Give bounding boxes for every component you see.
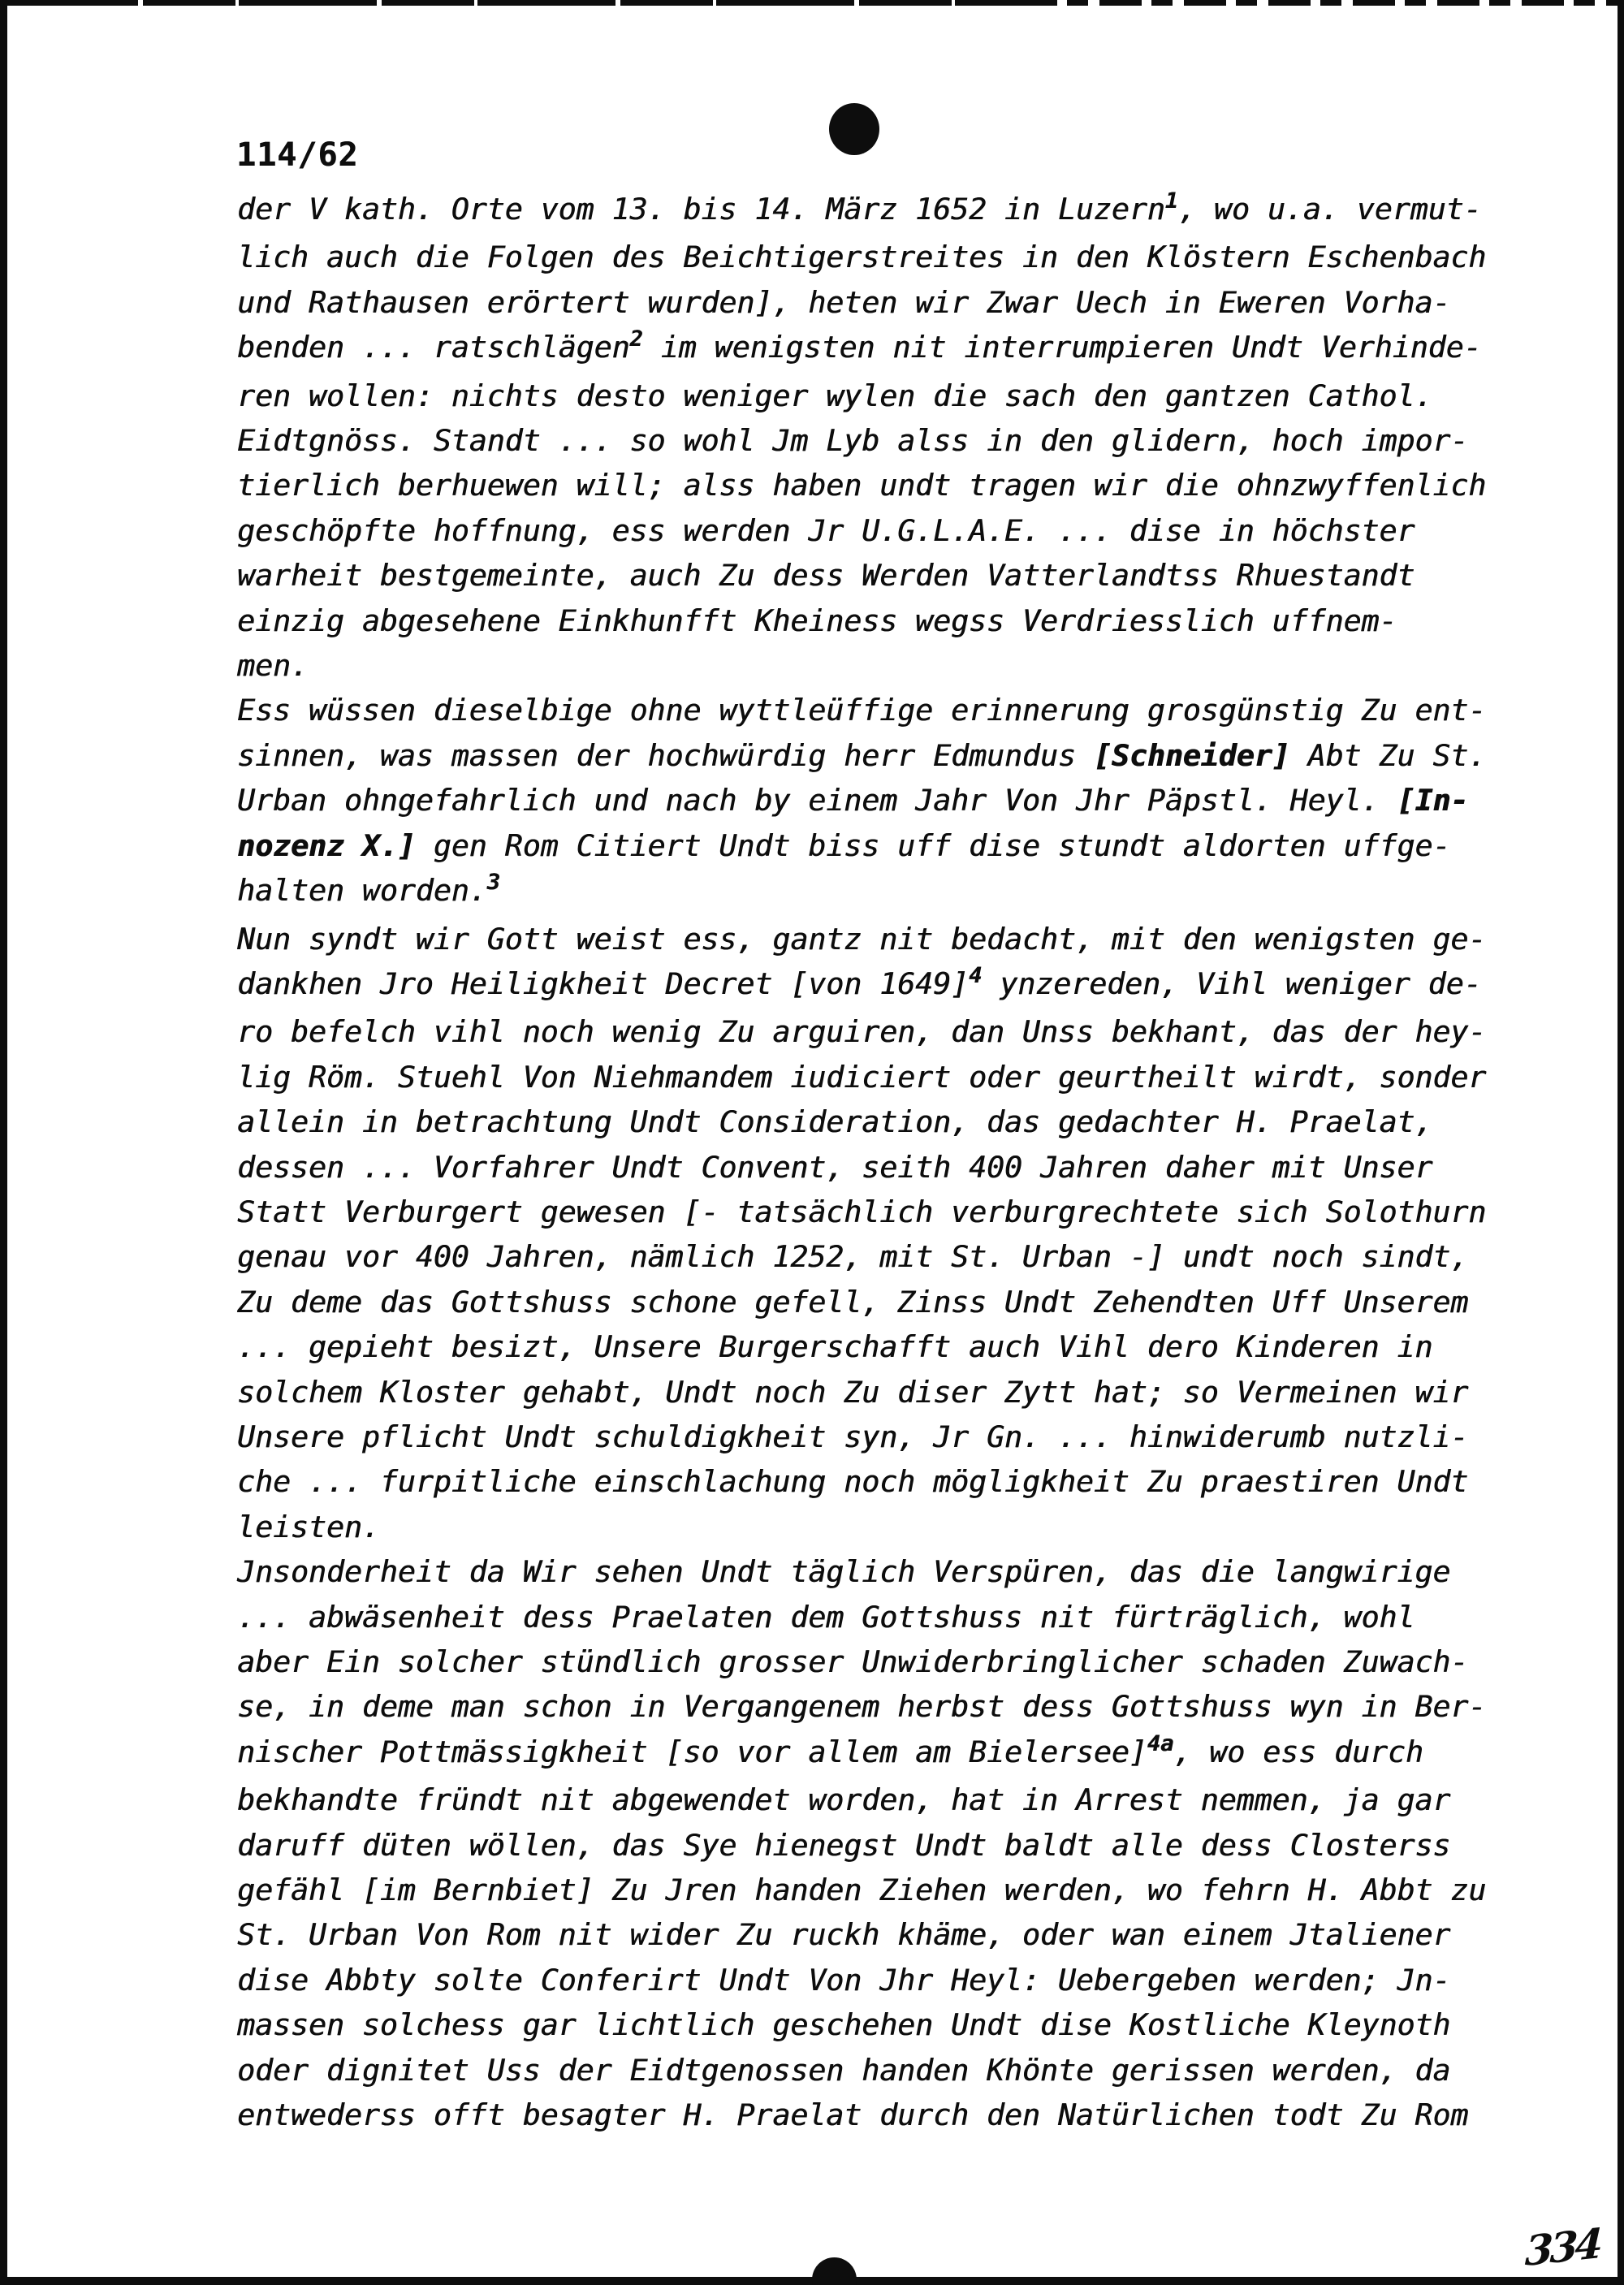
- text-segment: daruff düten wöllen, das Sye hienegst Undt baldt alle dess Closterss: [237, 1827, 1451, 1863]
- text-line: [237, 1639, 1569, 1684]
- text-line: [237, 463, 1569, 508]
- text-segment: Unsere pflicht Undt schuldigkheit syn, Jr Gn. ... hinwiderumb nutzli-: [237, 1419, 1469, 1454]
- text-segment: lig Röm. Stuehl Von Niehmandem iudiciert oder geurtheilt wirdt, sonder: [237, 1059, 1487, 1095]
- text-segment: ren wollen: nichts desto weniger wylen die sach den gantzen Cathol.: [237, 378, 1433, 413]
- text-segment: tierlich berhuewen will; alss haben undt tragen wir die ohnzwyffenlich: [237, 468, 1487, 503]
- text-segment: Zu deme das Gottshuss schone gefell, Zinss Undt Zehendten Uff Unserem: [237, 1284, 1469, 1320]
- text-segment: Eidtgnöss. Standt ... so wohl Jm Lyb alss in den glidern, hoch impor-: [237, 423, 1469, 459]
- text-segment: aber Ein solcher stündlich grosser Unwiderbringlicher schaden Zuwach-: [237, 1644, 1469, 1679]
- text-segment: halten worden.: [237, 873, 487, 909]
- text-line: [237, 1190, 1569, 1234]
- text-segment: Ess wüssen dieselbige ohne wyttleüffige erinnerung grosgünstig Zu ent-: [237, 693, 1487, 728]
- right-edge-artifact: [1618, 0, 1624, 2285]
- punch-hole-top-icon: [829, 103, 879, 155]
- text-segment: che ... furpitliche einschlachung noch mögligkheit Zu praestiren Undt: [237, 1464, 1469, 1500]
- text-line: [237, 187, 1569, 235]
- text-line: [237, 2048, 1569, 2093]
- text-segment: nischer Pottmässigkheit [so vor allem am Bielersee]: [237, 1734, 1147, 1769]
- text-segment: geschöpfte hoffnung, ess werden Jr U.G.L.A.E. ... dise in höchster: [237, 512, 1415, 548]
- text-line: [237, 823, 1569, 868]
- footnote-marker: 4a: [1147, 1730, 1174, 1756]
- text-line: [237, 2002, 1569, 2047]
- left-edge-artifact: [0, 0, 7, 2285]
- top-edge-artifact-left: [0, 0, 1015, 6]
- text-line: [237, 1823, 1569, 1868]
- text-line: [237, 1324, 1569, 1369]
- text-segment: lich auch die Folgen des Beichtigerstreites in den Klöstern Eschenbach: [237, 240, 1487, 275]
- text-line: [237, 1459, 1569, 1504]
- text-segment: Urban ohngefahrlich und nach by einem Jahr Von Jhr Päpstl. Heyl.: [237, 783, 1397, 819]
- text-segment: genau vor 400 Jahren, nämlich 1252, mit St. Urban -] undt noch sindt,: [237, 1239, 1469, 1275]
- text-line: [237, 917, 1569, 961]
- text-line: [237, 1595, 1569, 1639]
- body-text: [237, 187, 1569, 2137]
- text-line: [237, 1549, 1569, 1594]
- text-segment: gefähl [im Bernbiet] Zu Jren handen Ziehen werden, wo fehrn H. Abbt zu: [237, 1872, 1487, 1908]
- top-edge-artifact-right: [1015, 0, 1624, 6]
- text-segment: oder dignitet Uss der Eidtgenossen handen Khönte gerissen werden, da: [237, 2052, 1451, 2088]
- text-line: [237, 598, 1569, 643]
- text-segment: dankhen Jro Heiligkheit Decret [von 1649]: [237, 965, 969, 1001]
- text-line: [237, 2093, 1569, 2137]
- text-line: [237, 325, 1569, 373]
- text-line: [237, 961, 1569, 1009]
- text-segment: Nun syndt wir Gott weist ess, gantz nit bedacht, mit den wenigsten ge-: [237, 921, 1487, 957]
- text-line: [237, 235, 1569, 279]
- text-segment: dise Abbty solte Conferirt Undt Von Jhr Heyl: Uebergeben werden; Jn-: [237, 1962, 1451, 1998]
- text-line: [237, 643, 1569, 688]
- text-segment: sinnen, was massen der hochwürdig herr Edmundus: [237, 737, 1094, 773]
- text-line: [237, 1415, 1569, 1459]
- text-segment: leisten.: [237, 1509, 380, 1544]
- text-line: [237, 1912, 1569, 1957]
- text-line: [237, 1777, 1569, 1822]
- text-line: [237, 1099, 1569, 1144]
- text-line: [237, 553, 1569, 598]
- text-segment: Jnsonderheit da Wir sehen Undt täglich Verspüren, das die langwirige: [237, 1554, 1451, 1590]
- text-segment: entwederss offt besagter H. Praelat durch den Natürlichen todt Zu Rom: [237, 2097, 1469, 2133]
- text-line: [237, 1145, 1569, 1190]
- text-line: [237, 508, 1569, 553]
- text-line: [237, 374, 1569, 418]
- text-segment: einzig abgesehene Einkhunfft Kheiness wegss Verdriesslich uffnem-: [237, 603, 1397, 638]
- text-line: [237, 1730, 1569, 1777]
- text-segment: men.: [237, 648, 309, 684]
- punch-hole-bottom-icon: [812, 2257, 857, 2285]
- text-segment: solchem Kloster gehabt, Undt noch Zu diser Zytt hat; so Vermeinen wir: [237, 1374, 1469, 1410]
- footnote-marker: 4: [968, 962, 983, 988]
- handwritten-page-number: 334: [1524, 2218, 1601, 2276]
- text-line: [237, 778, 1569, 823]
- text-segment: gen Rom Citiert Undt biss uff dise stundt aldorten uffge-: [415, 827, 1451, 863]
- text-segment: massen solchess gar lichtlich geschehen Undt dise Kostliche Kleynoth: [237, 2007, 1451, 2043]
- text-line: [237, 1505, 1569, 1549]
- text-segment: ro befelch vihl noch wenig Zu arguiren, dan Unss bekhant, das der hey-: [237, 1014, 1487, 1050]
- text-line: [237, 733, 1569, 778]
- editorial-insertion: nozenz X.]: [237, 827, 416, 863]
- text-segment: Abt Zu St.: [1289, 737, 1487, 773]
- text-segment: allein in betrachtung Undt Consideration, das gedachter H. Praelat,: [237, 1104, 1433, 1140]
- text-line: [237, 1370, 1569, 1415]
- text-segment: , wo ess durch: [1173, 1734, 1423, 1769]
- text-segment: bekhandte fründt nit abgewendet worden, hat in Arrest nemmen, ja gar: [237, 1782, 1451, 1818]
- text-segment: der V kath. Orte vom 13. bis 14. März 1652 in Luzern: [237, 192, 1165, 227]
- editorial-insertion: [In-: [1397, 783, 1469, 819]
- text-line: [237, 1009, 1569, 1054]
- text-segment: Statt Verburgert gewesen [- tatsächlich verburgrechtete sich Solothurn: [237, 1194, 1487, 1229]
- text-segment: warheit bestgemeinte, auch Zu dess Werden Vatterlandtss Rhuestandt: [237, 558, 1415, 594]
- text-line: [237, 1958, 1569, 2002]
- text-segment: dessen ... Vorfahrer Undt Convent, seith 400 Jahren daher mit Unser: [237, 1149, 1433, 1185]
- text-segment: ... gepieht besizt, Unsere Burgerschafft auch Vihl dero Kinderen in: [237, 1329, 1433, 1365]
- text-segment: ... abwäsenheit dess Praelaten dem Gottshuss nit fürträglich, wohl: [237, 1599, 1415, 1635]
- footnote-marker: 3: [486, 870, 500, 896]
- text-line: [237, 1280, 1569, 1324]
- editorial-insertion: [Schneider]: [1093, 737, 1290, 773]
- text-segment: und Rathausen erörtert wurden], heten wir Zwar Uech in Eweren Vorha-: [237, 284, 1451, 320]
- footnote-marker: 2: [629, 326, 643, 352]
- text-line: [237, 868, 1569, 916]
- text-line: [237, 1868, 1569, 1912]
- text-line: [237, 280, 1569, 325]
- text-segment: im wenigsten nit interrumpieren Undt Verhinde-: [642, 330, 1482, 365]
- text-line: [237, 1234, 1569, 1279]
- text-line: [237, 418, 1569, 463]
- text-segment: se, in deme man schon in Vergangenem herbst dess Gottshuss wyn in Ber-: [237, 1689, 1487, 1725]
- text-line: [237, 1684, 1569, 1729]
- text-segment: ynzereden, Vihl weniger de-: [982, 965, 1482, 1001]
- text-segment: benden ... ratschlägen: [237, 330, 630, 365]
- page-header-number: 114/62: [236, 136, 359, 174]
- text-segment: St. Urban Von Rom nit wider Zu ruckh khäme, oder wan einem Jtaliener: [237, 1917, 1451, 1953]
- footnote-marker: 1: [1164, 188, 1178, 214]
- text-line: [237, 688, 1569, 732]
- text-segment: , wo u.a. vermut-: [1177, 192, 1482, 227]
- text-line: [237, 1055, 1569, 1099]
